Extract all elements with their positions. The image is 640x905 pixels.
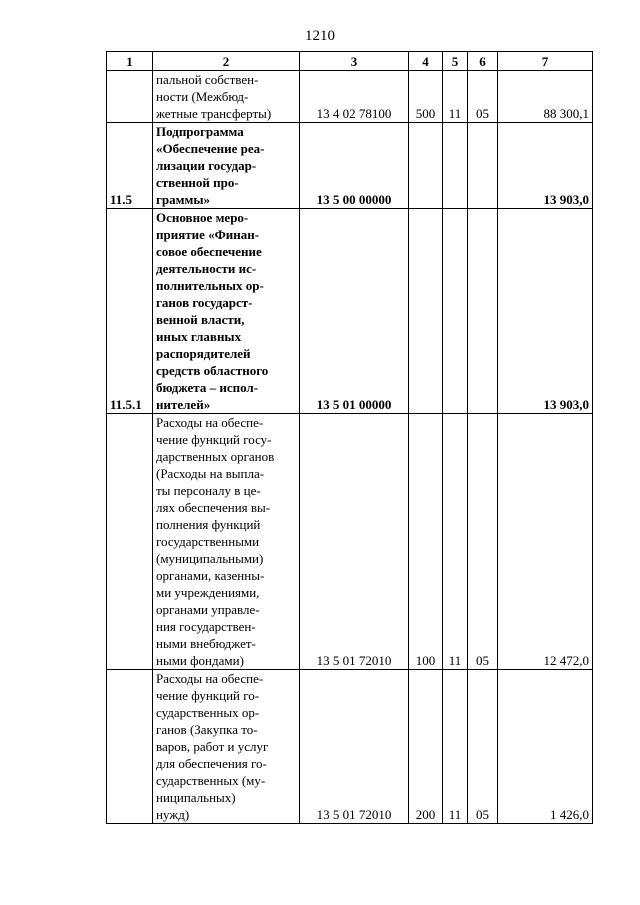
row-name-line: дарственных органов xyxy=(156,449,275,464)
header-col-5: 5 xyxy=(443,52,468,71)
header-col-1: 1 xyxy=(107,52,153,71)
row-name xyxy=(153,209,300,414)
row-name-line: ния государствен- xyxy=(156,619,256,634)
row-name-line: ми учреждениями, xyxy=(156,585,260,600)
header-col-2: 2 xyxy=(153,52,300,71)
row-name-line: ности (Межбюд- xyxy=(156,89,249,104)
row-name-line: Расходы на обеспе- xyxy=(156,671,264,686)
row-name-line: ственной про- xyxy=(156,175,239,190)
row-name-line: ными фондами) xyxy=(156,653,244,668)
row-name-line: «Обеспечение реа- xyxy=(156,141,265,156)
row-name-line: Основное меро- xyxy=(156,210,249,225)
header-col-7: 7 xyxy=(498,52,593,71)
row-number: 11.5 xyxy=(107,123,153,209)
row-name-line: для обеспечения го- xyxy=(156,756,267,771)
row-name-line: деятельности ис- xyxy=(156,261,257,276)
row-name-line: варов, работ и услуг xyxy=(156,739,269,754)
row-code: 13 5 00 00000 xyxy=(300,123,409,209)
row-col4 xyxy=(409,123,443,209)
row-sum: 12 472,0 xyxy=(498,414,593,670)
row-name xyxy=(153,670,300,824)
row-number: 11.5.1 xyxy=(107,209,153,414)
row-col5: 11 xyxy=(443,414,468,670)
row-col5 xyxy=(443,123,468,209)
row-col5: 11 xyxy=(443,670,468,824)
row-name-line: чение функций го- xyxy=(156,688,260,703)
row-name-line: нужд) xyxy=(156,807,190,822)
row-name xyxy=(153,414,300,670)
row-number xyxy=(107,414,153,670)
row-name-line: ты персоналу в це- xyxy=(156,483,261,498)
row-name-line: чение функций госу- xyxy=(156,432,272,447)
row-number xyxy=(107,670,153,824)
header-row xyxy=(107,52,593,71)
row-name-line: органами, казенны- xyxy=(156,568,265,583)
table-row xyxy=(107,71,593,123)
row-name-line: Подпрограмма xyxy=(156,124,244,139)
row-name xyxy=(153,123,300,209)
row-name-line: Расходы на обеспе- xyxy=(156,415,264,430)
page-number: 1210 xyxy=(305,28,335,44)
table-body xyxy=(107,71,593,824)
row-code: 13 5 01 72010 xyxy=(300,670,409,824)
header-col-4: 4 xyxy=(409,52,443,71)
row-name-line: бюджета – испол- xyxy=(156,380,259,395)
row-name-line: ниципальных) xyxy=(156,790,236,805)
header-col-3: 3 xyxy=(300,52,409,71)
row-name-line: средств областного xyxy=(156,363,269,378)
row-name-line: сударственных ор- xyxy=(156,705,260,720)
row-name-line: пальной собствен- xyxy=(156,72,259,87)
row-name-line: ганов (Закупка то- xyxy=(156,722,258,737)
row-name-line: венной власти, xyxy=(156,312,245,327)
row-sum: 13 903,0 xyxy=(498,123,593,209)
row-name-line: (Расходы на выпла- xyxy=(156,466,265,481)
row-col6: 05 xyxy=(468,414,498,670)
row-col6 xyxy=(468,123,498,209)
row-sum: 1 426,0 xyxy=(498,670,593,824)
row-col4: 100 xyxy=(409,414,443,670)
row-name-line: органами управле- xyxy=(156,602,260,617)
row-name-line: полнения функций xyxy=(156,517,261,532)
row-code: 13 4 02 78100 xyxy=(300,71,409,123)
table-row xyxy=(107,670,593,824)
row-name-line: иных главных xyxy=(156,329,242,344)
table-row xyxy=(107,209,593,414)
row-sum: 88 300,1 xyxy=(498,71,593,123)
row-number xyxy=(107,71,153,123)
header-col-6: 6 xyxy=(468,52,498,71)
row-code: 13 5 01 72010 xyxy=(300,414,409,670)
row-name xyxy=(153,71,300,123)
row-name-line: нителей» xyxy=(156,397,211,412)
row-name-line: (муниципальными) xyxy=(156,551,264,566)
row-name-line: приятие «Финан- xyxy=(156,227,260,242)
row-code: 13 5 01 00000 xyxy=(300,209,409,414)
row-name-line: государственными xyxy=(156,534,260,549)
row-name-line: жетные трансферты) xyxy=(156,106,272,121)
budget-table xyxy=(106,51,593,824)
row-col6: 05 xyxy=(468,670,498,824)
row-name-line: лях обеспечения вы- xyxy=(156,500,271,515)
row-name-line: ганов государст- xyxy=(156,295,253,310)
row-sum: 13 903,0 xyxy=(498,209,593,414)
row-col6 xyxy=(468,209,498,414)
row-name-line: полнительных ор- xyxy=(156,278,264,293)
row-col5 xyxy=(443,209,468,414)
row-name-line: сударственных (му- xyxy=(156,773,266,788)
row-col6: 05 xyxy=(468,71,498,123)
row-col4 xyxy=(409,209,443,414)
row-col4: 500 xyxy=(409,71,443,123)
row-name-line: распорядителей xyxy=(156,346,251,361)
row-col5: 11 xyxy=(443,71,468,123)
row-name-line: ными внебюджет- xyxy=(156,636,256,651)
row-name-line: совое обеспечение xyxy=(156,244,262,259)
row-name-line: лизации государ- xyxy=(156,158,257,173)
row-name-line: граммы» xyxy=(156,192,210,207)
table-row xyxy=(107,123,593,209)
table-row xyxy=(107,414,593,670)
row-col4: 200 xyxy=(409,670,443,824)
